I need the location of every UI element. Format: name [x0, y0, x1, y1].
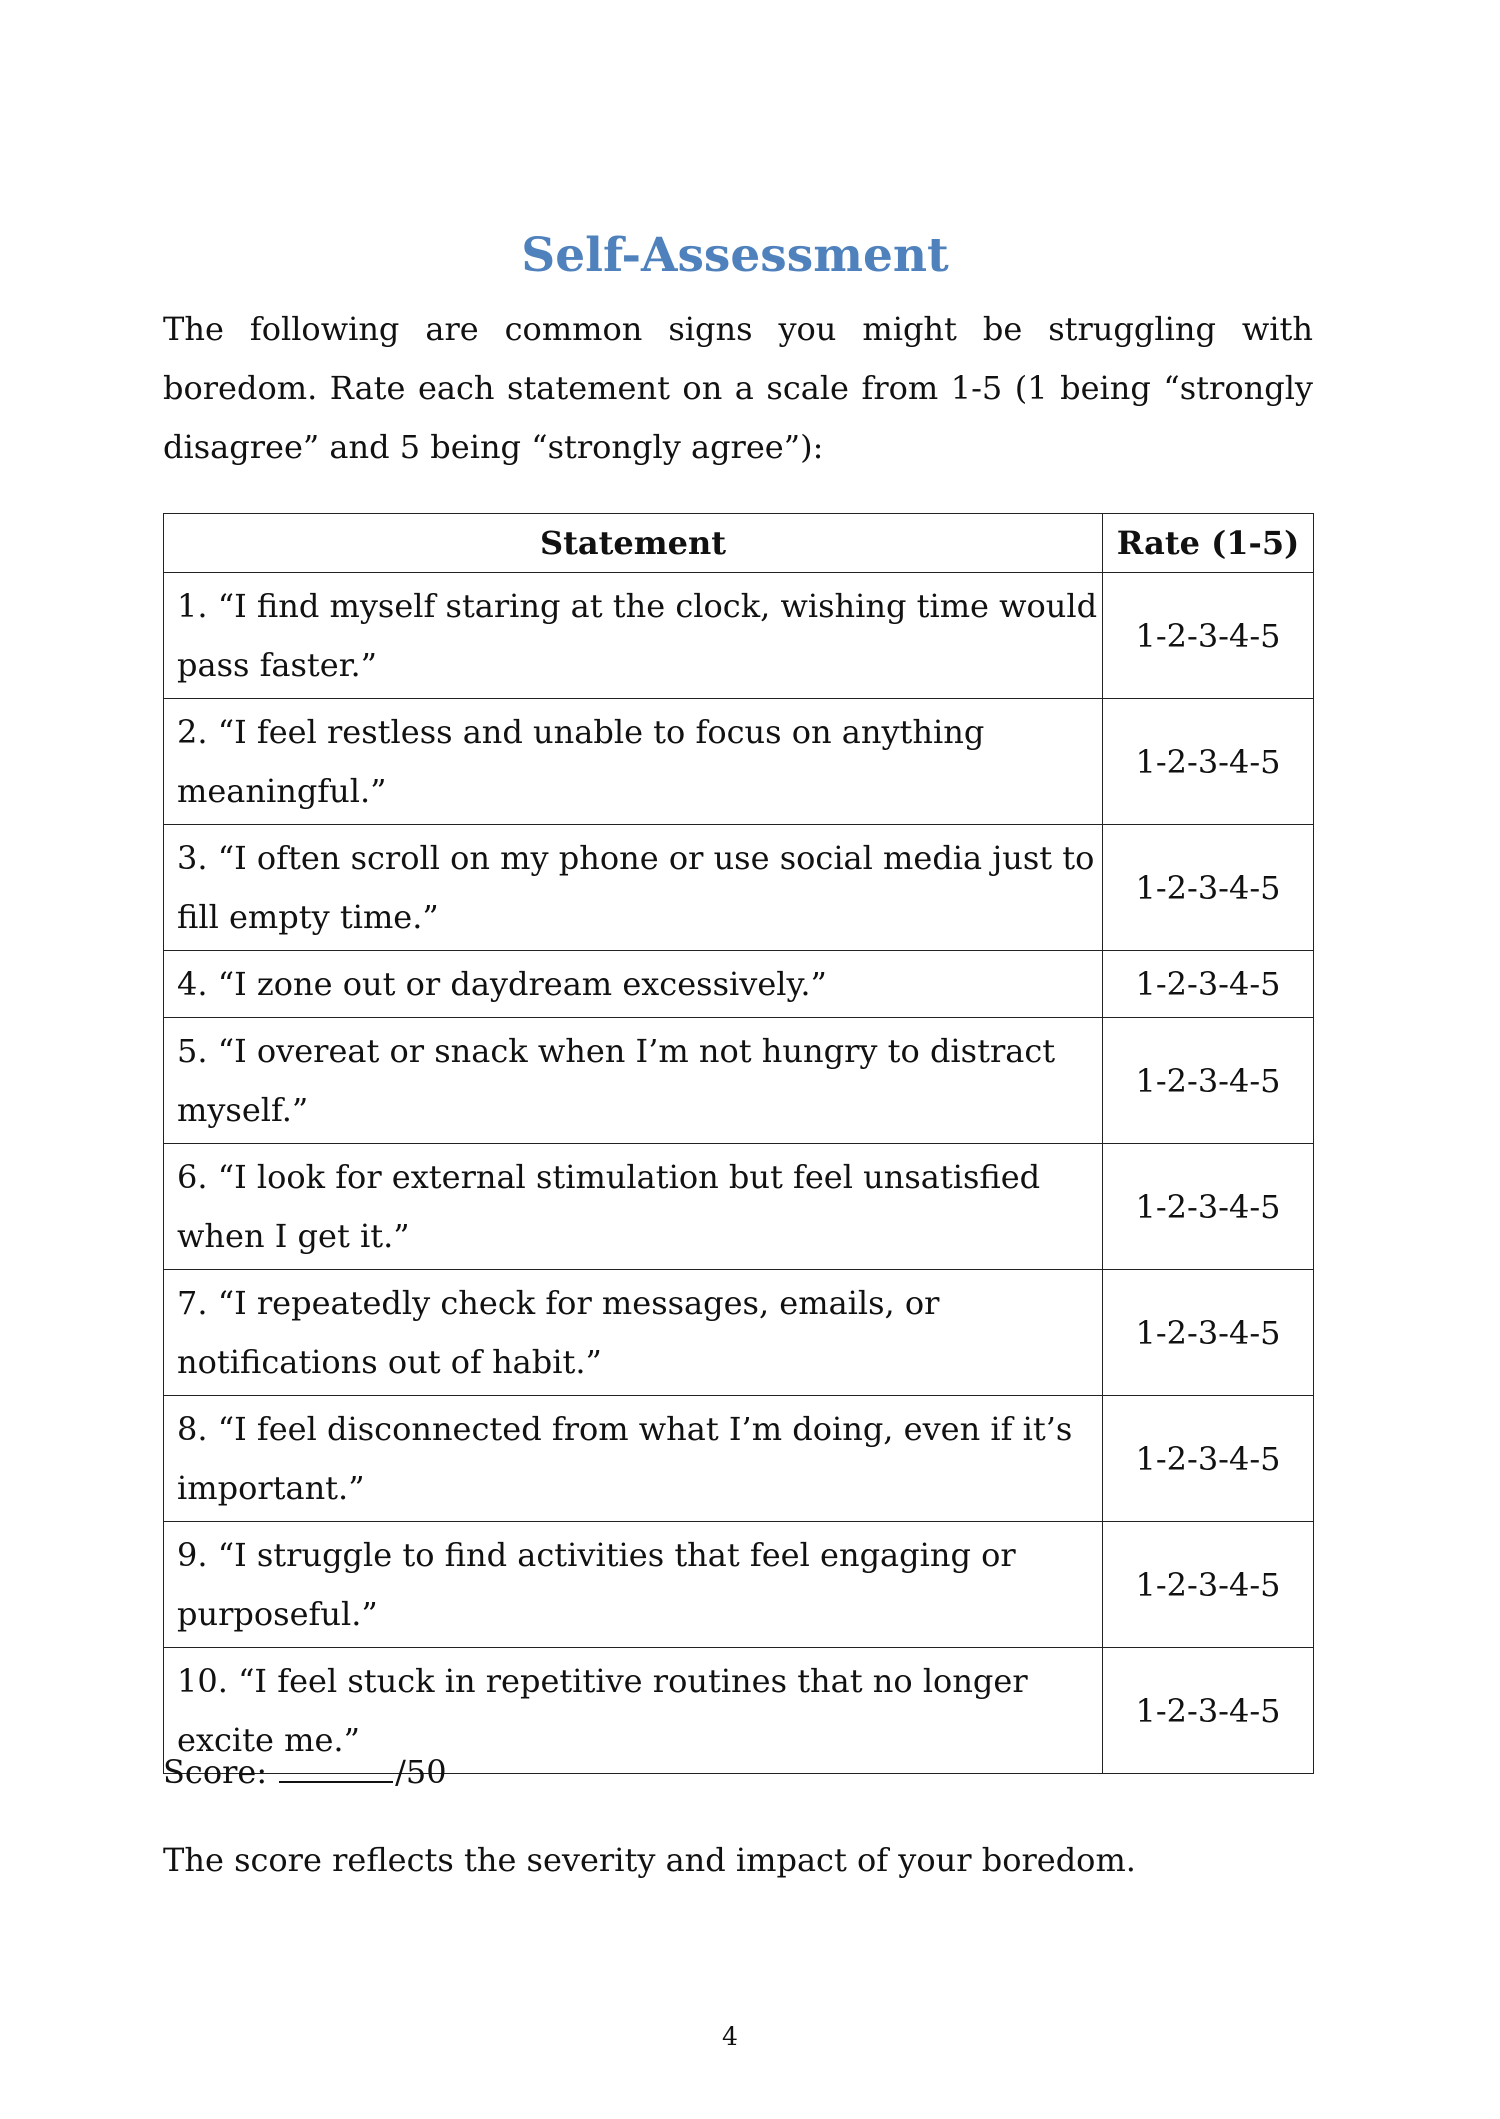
table-row: [164, 1396, 1314, 1522]
statement-cell: 2. “I feel restless and unable to focus on anything meaningful.”: [164, 699, 1103, 825]
page-number: 4: [722, 2022, 738, 2051]
statement-cell: 10. “I feel stuck in repetitive routines that no longer excite me.”: [164, 1648, 1103, 1774]
rating-cell: 1-2-3-4-5: [1103, 1270, 1314, 1396]
rating-cell: 1-2-3-4-5: [1103, 699, 1314, 825]
score-label: Score:: [163, 1753, 268, 1791]
table-row: [164, 1144, 1314, 1270]
score-line: [163, 1750, 447, 1794]
rating-cell: 1-2-3-4-5: [1103, 1648, 1314, 1774]
rating-cell: 1-2-3-4-5: [1103, 1144, 1314, 1270]
rating-cell: 1-2-3-4-5: [1103, 573, 1314, 699]
statement-cell: 7. “I repeatedly check for messages, emails, or notifications out of habit.”: [164, 1270, 1103, 1396]
rating-cell: 1-2-3-4-5: [1103, 825, 1314, 951]
statement-cell: 1. “I find myself staring at the clock, wishing time would pass faster.”: [164, 573, 1103, 699]
closing-paragraph: The score reflects the severity and impact of your boredom.: [163, 1841, 1136, 1879]
rating-cell: 1-2-3-4-5: [1103, 1522, 1314, 1648]
page-title: Self-Assessment: [521, 228, 949, 284]
score-blank: [279, 1751, 393, 1783]
statement-cell: 5. “I overeat or snack when I’m not hungry to distract myself.”: [164, 1018, 1103, 1144]
score-max: /50: [395, 1753, 447, 1791]
intro-paragraph: The following are common signs you might be struggling with boredom. Rate each statement on a scale from 1-5 (1 being “strongly disagree” and 5 being “strongly agree”):: [163, 310, 1313, 466]
rate-column-header: Rate (1-5): [1103, 514, 1314, 573]
table-row: [164, 699, 1314, 825]
statement-cell: 6. “I look for external stimulation but feel unsatisfied when I get it.”: [164, 1144, 1103, 1270]
table-row: [164, 951, 1314, 1018]
rating-cell: 1-2-3-4-5: [1103, 1396, 1314, 1522]
table-header-row: [164, 514, 1314, 573]
statement-column-header: Statement: [164, 514, 1103, 573]
statement-cell: 9. “I struggle to find activities that feel engaging or purposeful.”: [164, 1522, 1103, 1648]
rating-cell: 1-2-3-4-5: [1103, 1018, 1314, 1144]
table-row: [164, 1270, 1314, 1396]
table-row: [164, 573, 1314, 699]
table-row: [164, 825, 1314, 951]
table-row: [164, 1018, 1314, 1144]
table-row: [164, 1522, 1314, 1648]
statement-cell: 3. “I often scroll on my phone or use social media just to fill empty time.”: [164, 825, 1103, 951]
assessment-table: [163, 513, 1314, 1774]
statement-cell: 8. “I feel disconnected from what I’m doing, even if it’s important.”: [164, 1396, 1103, 1522]
rating-cell: 1-2-3-4-5: [1103, 951, 1314, 1018]
statement-cell: 4. “I zone out or daydream excessively.”: [164, 951, 1103, 1018]
